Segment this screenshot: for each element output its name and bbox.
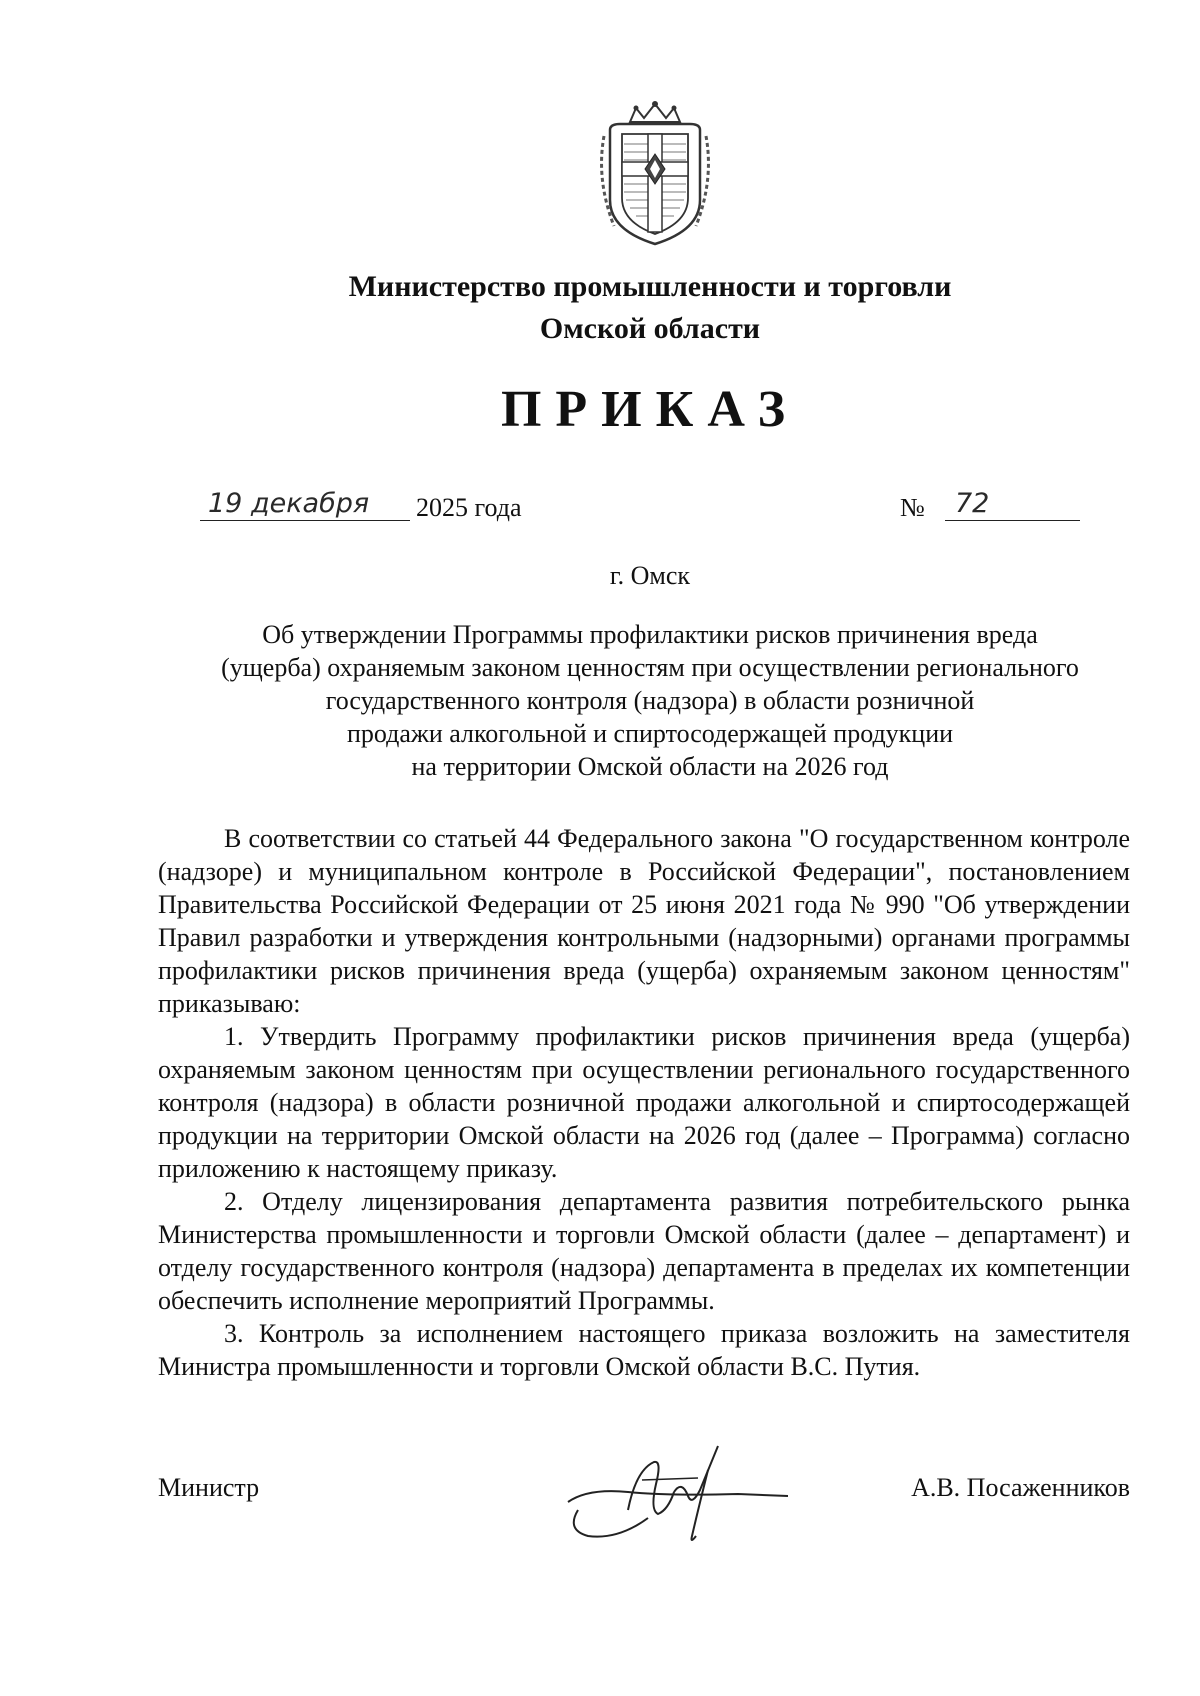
body-paragraph-item-1: 1. Утвердить Программу профилактики рисков причинения вреда (ущерба) охраняемым законом ценностям при осуществлении регионального государственного контроля (надзора) в области розничной продажи алкогольной и спиртосодержащей продукции на территории Омской области на 2026 год (далее – Программа) согласно приложению к настоящему приказу. [158, 1022, 1130, 1183]
signatory-title: Министр [158, 1473, 260, 1502]
date-number-line [200, 488, 1080, 534]
document-body [158, 822, 1130, 1383]
subject-line: продажи алкогольной и спиртосодержащей продукции [346, 719, 954, 748]
subject-line: (ущерба) охраняемым законом ценностям при осуществлении регионального [221, 653, 1079, 682]
date-year: 2025 года [416, 493, 522, 522]
city: г. Омск [609, 561, 691, 590]
subject-line: государственного контроля (надзора) в области розничной [325, 686, 975, 715]
handwritten-signature [558, 1440, 788, 1550]
organization-line-2: Омской области [539, 312, 761, 345]
handwritten-number: 72 [945, 488, 1080, 521]
body-paragraph-item-2: 2. Отделу лицензирования департамента развития потребительского рынка Министерства промышленности и торговли Омской области (далее – департамент) и отделу государственного контроля (надзора) департамента в пределах их компетенции обеспечить исполнение мероприятий Программы. [158, 1187, 1130, 1315]
organization-line-1: Министерство промышленности и торговли [348, 270, 952, 303]
document-type-title: ПРИКАЗ [500, 381, 800, 438]
signature-block [158, 1440, 1130, 1550]
body-paragraph-preamble: В соответствии со статьей 44 Федерального закона "О государственном контроле (надзоре) и муниципальном контроле в Российской Федерации", постановлением Правительства Российской Федерации от 25 июня 2021 года № 990 "Об утверждении Правил разработки и утверждения контрольными (надзорными) органами программы профилактики рисков причинения вреда (ущерба) охраняемым законом ценностям" приказываю: [158, 824, 1130, 1018]
handwritten-date: 19 декабря [200, 488, 410, 521]
coat-of-arms-icon [590, 100, 720, 248]
organization-name [200, 266, 1100, 350]
subject-line: Об утверждении Программы профилактики рисков причинения вреда [262, 620, 1038, 649]
signatory-name: А.В. Посаженников [911, 1473, 1130, 1502]
document-subject [160, 618, 1140, 783]
subject-line: на территории Омской области на 2026 год [411, 752, 889, 781]
body-paragraph-item-3: 3. Контроль за исполнением настоящего приказа возложить на заместителя Министра промышленности и торговли Омской области В.С. Путия. [158, 1319, 1130, 1381]
number-label: № [900, 493, 925, 522]
